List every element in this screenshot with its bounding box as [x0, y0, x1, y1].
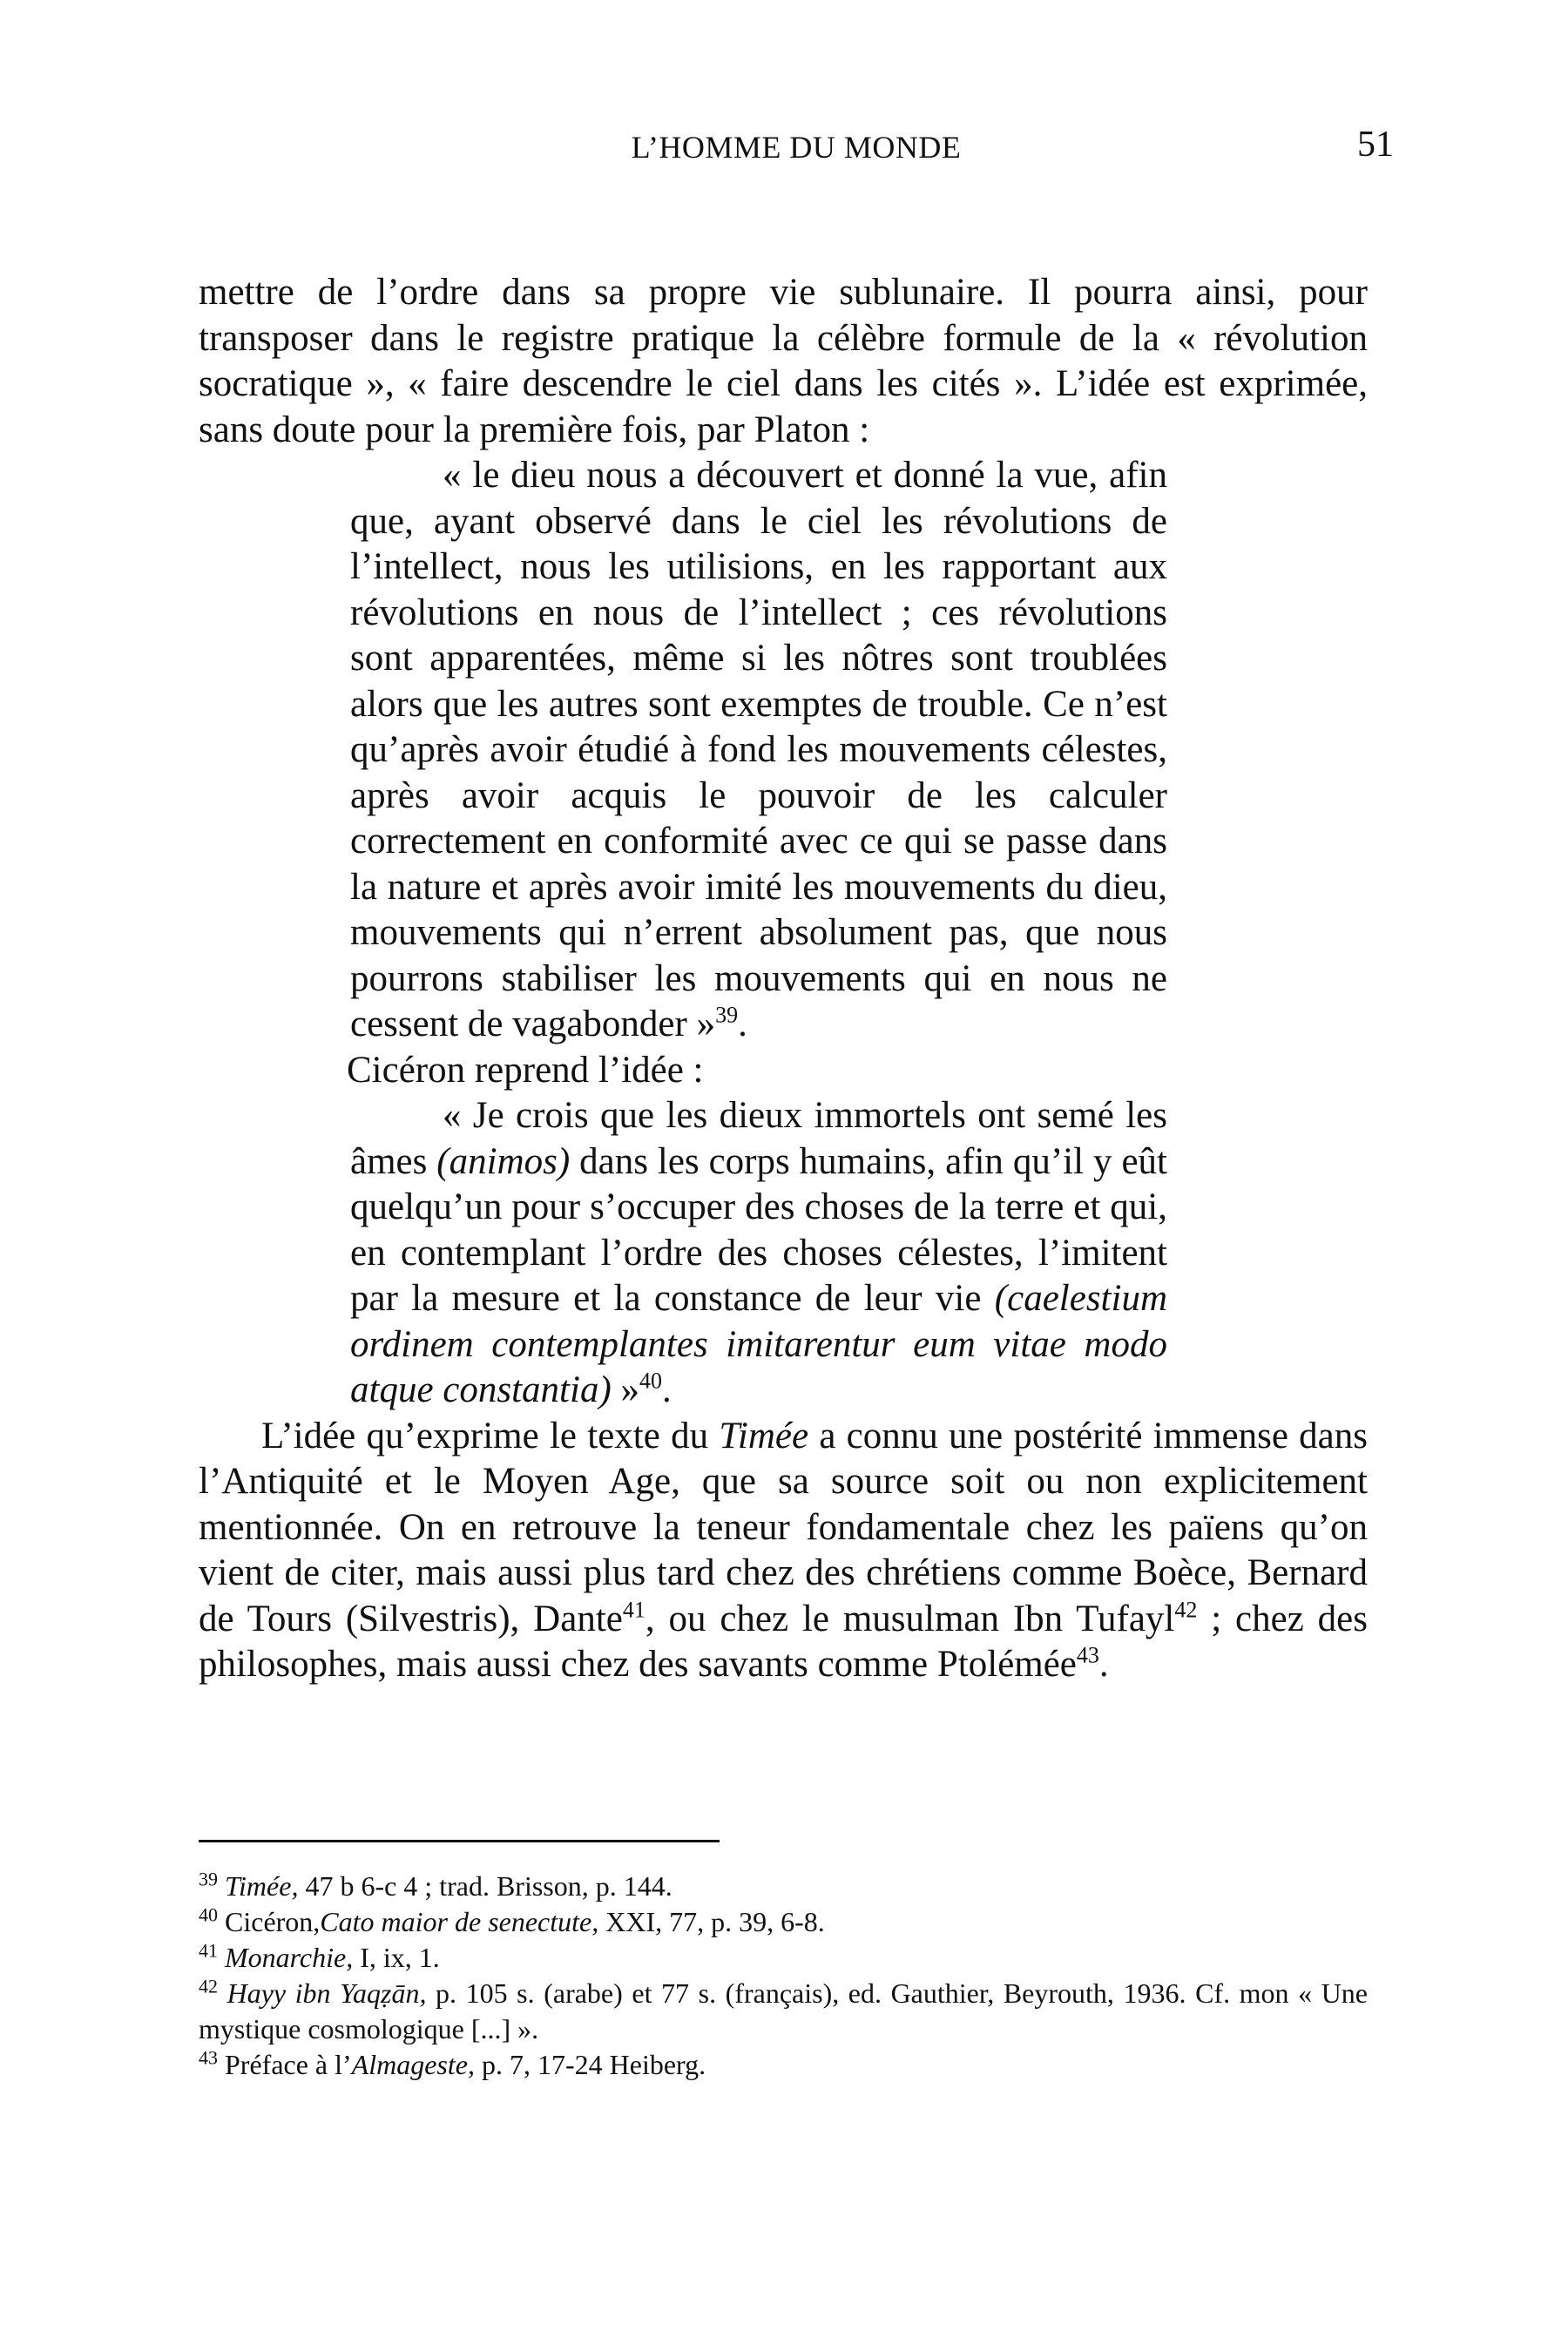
footnote-42 [199, 1976, 1368, 2047]
paragraph-2: Cicéron reprend l’idée : [347, 1049, 704, 1091]
paragraph-3 [199, 1414, 1368, 1688]
p3-text-f: . [1098, 1644, 1109, 1685]
footnote-italic: Almageste, [351, 2049, 475, 2080]
footnote-39 [199, 1869, 1368, 1904]
running-header [199, 122, 1394, 166]
p3-text-c: a connu une postérité immense dans l’Antiquité et le Moyen Age, que sa source soit ou non explicitement mentionnée. On en retrouve la teneur fondamentale chez les païens qu’on vient de citer, mais aussi plus tard chez des chrétiens comme Boèce, Bernard de Tours (Silvestris), Dante [199, 1415, 1368, 1639]
footnote-ref-41: 41 [622, 1597, 645, 1623]
footnote-43 [199, 2047, 1368, 2083]
footnote-prefix: Cicéron, [225, 1906, 321, 1937]
footnote-italic: Cato maior de senectute, [320, 1906, 599, 1937]
footnotes [199, 1869, 1368, 2083]
footnote-text: XXI, 77, p. 39, 6-8. [598, 1906, 825, 1937]
ciceron-quote-text-a: « Je crois que les dieux immortels ont semé les âmes [350, 1095, 1167, 1182]
footnote-text: p. 7, 17-24 Heiberg. [474, 2049, 706, 2080]
footnote-text: 47 b 6-c 4 ; trad. Brisson, p. 144. [298, 1870, 672, 1902]
footnote-prefix: Préface à l’ [225, 2049, 352, 2080]
ciceron-quote: « Je crois que les dieux immortels ont semé les âmes (animos) dans les corps humains, afin qu’il y eût quelqu’un pour s’occuper des choses de la terre et qui, en contemplant l’ordre des choses célestes, l’imitent par la mesure et la constance de leur vie (caelestium ordinem contemplantes imitarentur eum vitae modo atque constantia) »$^{40}$. [350, 1095, 1167, 1410]
platon-quote-text: « le dieu nous a découvert et donné la vue, afin que, ayant observé dans le ciel les révolutions de l’intellect, nous les utilisions, en les rapportant aux révolutions en nous de l’intellect ; ces révolutions sont apparentées, même si les nôtres sont troublées alors que les autres sont exemptes de trouble. Ce n’est qu’après avoir étudié à fond les mouvements célestes, après avoir acquis le pouvoir de les calculer correctement en conformité avec ce qui se passe dans la nature et après avoir imité les mouvements du dieu, mouvements qui n’errent absolument pas, que nous pourrons stabiliser les mouvements qui en nous ne cessent de vagabonder » [350, 455, 1167, 1044]
footnote-number: 41 [199, 1939, 218, 1962]
p3-title-timee: Timée [719, 1415, 809, 1456]
footnote-ref-42: 42 [1174, 1597, 1198, 1623]
body-text [199, 270, 1368, 1688]
running-title: L’HOMME DU MONDE [631, 130, 962, 165]
footnote-ref-40: 40 [639, 1368, 663, 1394]
footnote-41 [199, 1940, 1368, 1976]
page-number: 51 [1357, 125, 1394, 165]
footnote-text: I, ix, 1. [353, 1942, 440, 1973]
platon-quote: « le dieu nous a découvert et donné la vue, afin que, ayant observé dans le ciel les révolutions de l’intellect, nous les utilisions, en les rapportant aux révolutions en nous de l’intellect ; ces révolutions sont apparentées, même si les nôtres sont troublées alors que les autres sont exemptes de trouble. Ce n’est qu’après avoir étudié à fond les mouvements célestes, après avoir acquis le pouvoir de les calculer correctement en conformité avec ce qui se passe dans la nature et après avoir imité les mouvements du dieu, mouvements qui n’errent absolument pas, que nous pourrons stabiliser les mouvements qui en nous ne cessent de vagabonder »$^{39}$. [350, 455, 1167, 1044]
p3-text-a: L’idée qu’exprime le texte du [261, 1415, 720, 1456]
ciceron-quote-text-e: » [611, 1369, 640, 1410]
footnote-italic: Monarchie, [225, 1942, 354, 1973]
footnote-ref-43: 43 [1076, 1642, 1099, 1668]
footnote-text: p. 105 s. (arabe) et 77 s. (français), ed. Gauthier, Beyrouth, 1936. Cf. mon « Une mystique cosmologique [...] ». [199, 1977, 1369, 2044]
paragraph-1: mettre de l’ordre dans sa propre vie sublunaire. Il pourra ainsi, pour transposer dans le registre pratique la célèbre formule de la « révolution socratique », « faire descendre le ciel dans les cités ». L’idée est exprimée, sans doute pour la première fois, par Platon : [199, 272, 1368, 450]
footnote-ref-39: 39 [715, 1002, 739, 1028]
footnote-number: 39 [199, 1868, 218, 1890]
footnote-40 [199, 1904, 1368, 1940]
p3-text-e: ; chez des philosophes, mais aussi chez des savants comme Ptolémée [199, 1598, 1368, 1685]
ciceron-quote-text-c: dans les corps humains, afin qu’il y eût quelqu’un pour s’occuper des choses de la terre et qui, en contemplant l’ordre des choses célestes, l’imitent par la mesure et la constance de leur vie [350, 1140, 1167, 1319]
ciceron-quote-latin-1: (animos) [436, 1140, 571, 1182]
footnote-number: 42 [199, 1975, 218, 1997]
p3-text-d: , ou chez le musulman Ibn Tufayl [645, 1598, 1175, 1639]
footnote-number: 43 [199, 2046, 218, 2069]
footnote-separator [199, 1840, 720, 1842]
footnote-italic: Timée, [225, 1870, 299, 1902]
footnote-number: 40 [199, 1903, 218, 1926]
footnote-italic: Hayy ibn Yaqẓān, [226, 1977, 427, 2009]
ciceron-quote-latin-2: (caelestium ordinem contemplantes imitarentur eum vitae modo atque constantia) [350, 1278, 1167, 1410]
